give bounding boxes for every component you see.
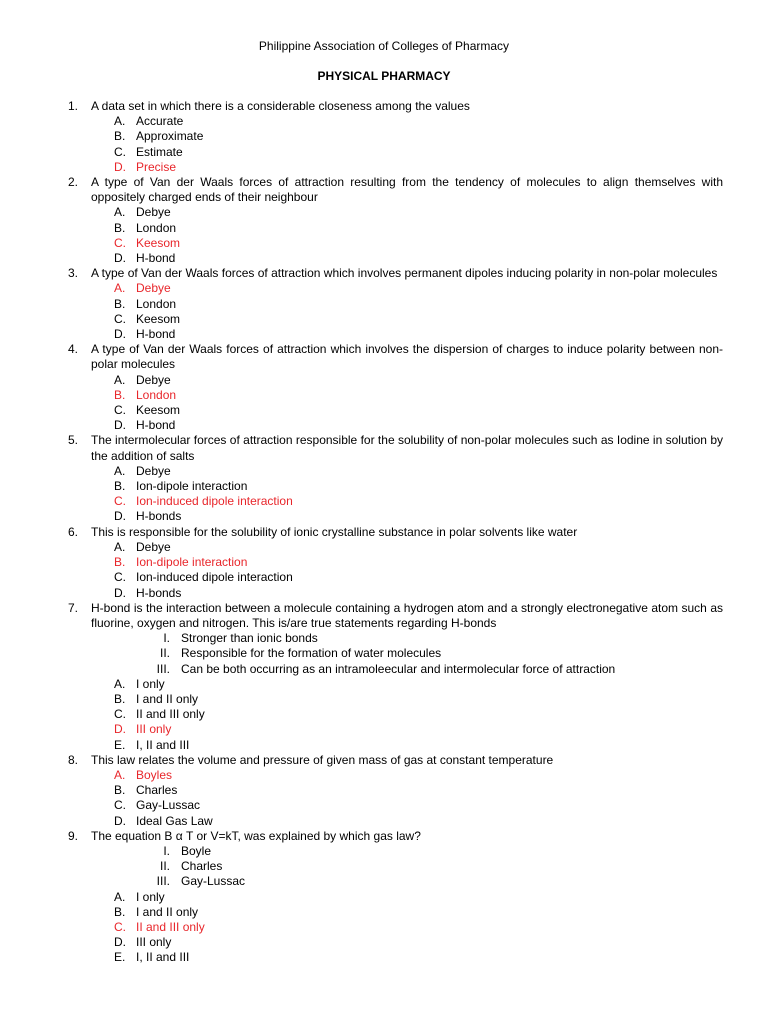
option-letter: A. bbox=[114, 767, 126, 782]
answer-option bbox=[0, 738, 768, 753]
statement-text: Responsible for the formation of water molecules bbox=[181, 646, 442, 661]
option-text: H-bond bbox=[136, 327, 176, 342]
statement-numeral: I. bbox=[163, 631, 170, 646]
answer-option bbox=[0, 327, 768, 342]
answer-option-correct bbox=[0, 236, 768, 251]
option-letter: C. bbox=[114, 144, 126, 159]
option-text: Charles bbox=[136, 783, 178, 798]
option-letter: A. bbox=[114, 281, 126, 296]
question-text bbox=[0, 266, 768, 281]
answer-option bbox=[0, 814, 768, 829]
statement-numeral: III. bbox=[156, 874, 170, 889]
answer-option bbox=[0, 205, 768, 220]
question-text bbox=[0, 601, 768, 631]
option-text: I and II only bbox=[136, 691, 199, 706]
option-text: Precise bbox=[136, 159, 177, 174]
option-text: H-bond bbox=[136, 251, 176, 266]
answer-option bbox=[0, 905, 768, 920]
answer-option bbox=[0, 221, 768, 236]
option-text: I only bbox=[136, 889, 165, 904]
question-number: 5. bbox=[68, 433, 79, 448]
statement-numeral: III. bbox=[156, 661, 170, 676]
option-letter: B. bbox=[114, 691, 126, 706]
statement-numeral: I. bbox=[163, 843, 170, 858]
option-text: II and III only bbox=[136, 707, 205, 722]
answer-option bbox=[0, 145, 768, 160]
option-letter: C. bbox=[114, 798, 126, 813]
answer-option bbox=[0, 114, 768, 129]
option-letter: A. bbox=[114, 889, 126, 904]
question-body: This law relates the volume and pressure of given mass of gas at constant temperature bbox=[91, 752, 554, 767]
option-text: Debye bbox=[136, 539, 171, 554]
option-letter: B. bbox=[114, 904, 126, 919]
answer-option bbox=[0, 251, 768, 266]
statement-text: Gay-Lussac bbox=[181, 874, 246, 889]
option-letter: D. bbox=[114, 935, 126, 950]
statement-text: Can be both occurring as an intramoleecular and intermolecular force of attraction bbox=[181, 661, 616, 676]
answer-option bbox=[0, 297, 768, 312]
option-text: III only bbox=[136, 935, 172, 950]
answer-option bbox=[0, 464, 768, 479]
option-text: Keesom bbox=[136, 311, 181, 326]
option-letter: E. bbox=[114, 737, 126, 752]
answer-option-correct bbox=[0, 722, 768, 737]
option-text: II and III only bbox=[136, 919, 205, 934]
option-text: I only bbox=[136, 676, 165, 691]
answer-option-correct bbox=[0, 494, 768, 509]
option-text: Keesom bbox=[136, 403, 181, 418]
option-text: I, II and III bbox=[136, 737, 190, 752]
option-letter: A. bbox=[114, 463, 126, 478]
statement-item bbox=[0, 859, 768, 874]
option-text: Ion-induced dipole interaction bbox=[136, 494, 293, 509]
statement-text: Stronger than ionic bonds bbox=[181, 631, 318, 646]
option-letter: A. bbox=[114, 539, 126, 554]
option-letter: C. bbox=[114, 311, 126, 326]
answer-option-correct bbox=[0, 768, 768, 783]
option-text: London bbox=[136, 387, 177, 402]
option-letter: B. bbox=[114, 129, 126, 144]
answer-option bbox=[0, 935, 768, 950]
answer-option bbox=[0, 586, 768, 601]
option-text: H-bonds bbox=[136, 585, 182, 600]
answer-option bbox=[0, 692, 768, 707]
question-list bbox=[0, 99, 768, 966]
question-body: H-bond is the interaction between a molecule containing a hydrogen atom and a strongly electronegative atom such as fluorine, oxygen and nitrogen. This is/are true statements regarding H-bonds bbox=[91, 600, 723, 630]
answer-option bbox=[0, 129, 768, 144]
option-letter: C. bbox=[114, 707, 126, 722]
question-text bbox=[0, 99, 768, 114]
answer-option-correct bbox=[0, 920, 768, 935]
answer-option bbox=[0, 479, 768, 494]
page-title: PHYSICAL PHARMACY bbox=[317, 69, 451, 83]
question-text bbox=[0, 753, 768, 768]
statement-numeral: II. bbox=[159, 859, 170, 874]
question-body: The equation B α T or V=kT, was explained by which gas law? bbox=[91, 828, 421, 843]
question-text bbox=[0, 525, 768, 540]
question-text bbox=[0, 175, 768, 205]
question-number: 4. bbox=[68, 342, 79, 357]
option-text: H-bond bbox=[136, 418, 176, 433]
question-number: 7. bbox=[68, 600, 79, 615]
question-number: 9. bbox=[68, 828, 79, 843]
question-body: A type of Van der Waals forces of attraction which involves the dispersion of charges to induce polarity between non-polar molecules bbox=[91, 342, 723, 372]
option-letter: B. bbox=[114, 555, 126, 570]
answer-option bbox=[0, 570, 768, 585]
answer-option bbox=[0, 677, 768, 692]
option-letter: E. bbox=[114, 950, 126, 965]
option-letter: B. bbox=[114, 783, 126, 798]
statement-item bbox=[0, 662, 768, 677]
option-letter: A. bbox=[114, 676, 126, 691]
answer-option bbox=[0, 509, 768, 524]
statement-item bbox=[0, 874, 768, 889]
question-number: 1. bbox=[68, 99, 79, 113]
question-number: 8. bbox=[68, 752, 79, 767]
option-text: Debye bbox=[136, 205, 171, 220]
option-letter: D. bbox=[114, 251, 126, 266]
question-body: A type of Van der Waals forces of attraction which involves permanent dipoles inducing polarity in non-polar molecules bbox=[91, 266, 718, 281]
option-text: I, II and III bbox=[136, 950, 190, 965]
question-body: The intermolecular forces of attraction responsible for the solubility of non-polar molecules such as Iodine in solution by the addition of salts bbox=[91, 433, 723, 463]
option-text: I and II only bbox=[136, 904, 199, 919]
statement-numeral: II. bbox=[159, 646, 170, 661]
option-text: London bbox=[136, 296, 177, 311]
answer-option bbox=[0, 403, 768, 418]
question-text bbox=[0, 829, 768, 844]
option-letter: B. bbox=[114, 479, 126, 494]
option-text: Keesom bbox=[136, 235, 181, 250]
option-letter: B. bbox=[114, 220, 126, 235]
option-letter: B. bbox=[114, 387, 126, 402]
answer-option bbox=[0, 707, 768, 722]
answer-option bbox=[0, 950, 768, 965]
question-number: 3. bbox=[68, 266, 79, 281]
answer-option bbox=[0, 783, 768, 798]
answer-option bbox=[0, 798, 768, 813]
option-letter: C. bbox=[114, 919, 126, 934]
question-text bbox=[0, 342, 768, 372]
option-letter: B. bbox=[114, 296, 126, 311]
answer-option bbox=[0, 418, 768, 433]
option-text: III only bbox=[136, 722, 172, 737]
statement-item bbox=[0, 844, 768, 859]
option-letter: A. bbox=[114, 205, 126, 220]
question-number: 6. bbox=[68, 524, 79, 539]
answer-option bbox=[0, 312, 768, 327]
option-letter: D. bbox=[114, 418, 126, 433]
option-text: Debye bbox=[136, 372, 171, 387]
option-text: Debye bbox=[136, 463, 171, 478]
page-header: Philippine Association of Colleges of Pharmacy bbox=[258, 39, 510, 53]
answer-option bbox=[0, 540, 768, 555]
option-text: Gay-Lussac bbox=[136, 798, 201, 813]
option-text: Estimate bbox=[136, 144, 183, 159]
option-text: Boyles bbox=[136, 767, 173, 782]
option-letter: A. bbox=[114, 372, 126, 387]
answer-option bbox=[0, 890, 768, 905]
option-text: Ideal Gas Law bbox=[136, 813, 213, 828]
option-letter: C. bbox=[114, 403, 126, 418]
statement-text: Boyle bbox=[181, 843, 212, 858]
option-letter: C. bbox=[114, 494, 126, 509]
statement-item bbox=[0, 631, 768, 646]
answer-option-correct bbox=[0, 160, 768, 175]
question-body: A type of Van der Waals forces of attraction resulting from the tendency of molecules to align themselves with oppositely charged ends of their neighbour bbox=[91, 175, 723, 205]
option-text: Ion-dipole interaction bbox=[136, 479, 248, 494]
option-letter: D. bbox=[114, 585, 126, 600]
answer-option bbox=[0, 373, 768, 388]
statement-text: Charles bbox=[181, 859, 223, 874]
option-letter: D. bbox=[114, 159, 126, 174]
answer-option-correct bbox=[0, 281, 768, 296]
option-letter: A. bbox=[114, 114, 126, 129]
question-text bbox=[0, 433, 768, 463]
option-text: Accurate bbox=[136, 114, 184, 129]
question-body: This is responsible for the solubility of ionic crystalline substance in polar solvents like water bbox=[91, 524, 578, 539]
question-body: A data set in which there is a considerable closeness among the values bbox=[91, 99, 470, 113]
statement-item bbox=[0, 646, 768, 661]
option-text: London bbox=[136, 220, 177, 235]
option-letter: D. bbox=[114, 722, 126, 737]
option-text: Ion-induced dipole interaction bbox=[136, 570, 293, 585]
option-letter: D. bbox=[114, 327, 126, 342]
option-letter: D. bbox=[114, 813, 126, 828]
option-letter: C. bbox=[114, 235, 126, 250]
answer-option-correct bbox=[0, 388, 768, 403]
answer-option-correct bbox=[0, 555, 768, 570]
option-text: Approximate bbox=[136, 129, 204, 144]
option-text: H-bonds bbox=[136, 509, 182, 524]
option-text: Ion-dipole interaction bbox=[136, 555, 248, 570]
option-text: Debye bbox=[136, 281, 171, 296]
option-letter: C. bbox=[114, 570, 126, 585]
option-letter: D. bbox=[114, 509, 126, 524]
question-number: 2. bbox=[68, 175, 79, 190]
